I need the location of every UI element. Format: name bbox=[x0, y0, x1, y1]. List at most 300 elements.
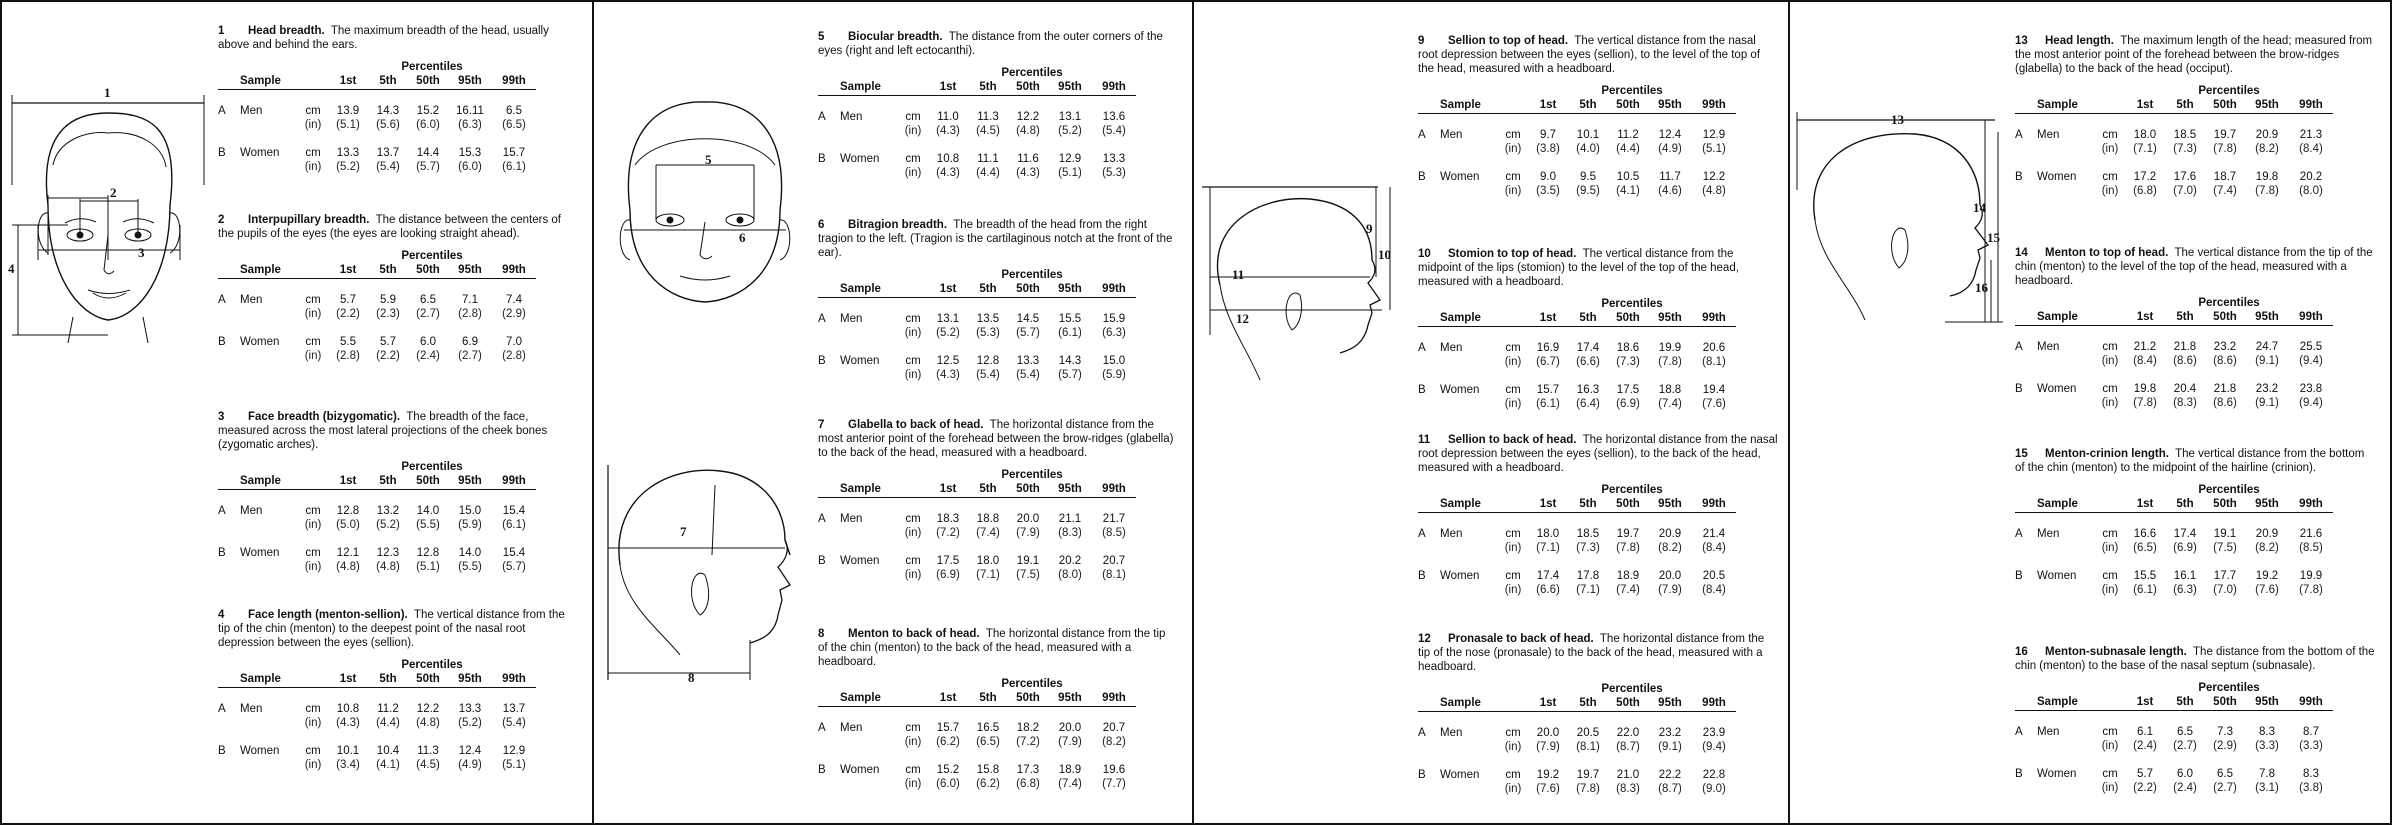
entry-title: Menton to top of head. bbox=[2045, 247, 2169, 259]
value-in: (8.6) bbox=[2173, 355, 2197, 368]
p1-header: 1st bbox=[328, 263, 368, 279]
p95-header: 95th bbox=[1048, 691, 1092, 707]
p1-header: 1st bbox=[328, 672, 368, 688]
p1-header: 1st bbox=[2125, 98, 2165, 114]
value-cm: 11.2 bbox=[1617, 129, 1639, 142]
value-in: (4.8) bbox=[1016, 125, 1040, 138]
percentiles-heading: Percentiles bbox=[1601, 298, 1663, 311]
row-sample: Women bbox=[840, 555, 880, 568]
illustration-label: 14 bbox=[1973, 200, 1986, 215]
value-cm: 25.5 bbox=[2299, 341, 2323, 354]
value-in: (4.0) bbox=[1576, 143, 1600, 156]
entry-number: 13 bbox=[2015, 35, 2028, 47]
percentile-table bbox=[218, 249, 536, 363]
table-row bbox=[1418, 740, 1736, 754]
entry-description bbox=[2015, 246, 2375, 288]
row-sample: Women bbox=[240, 547, 280, 560]
value-cm: 5.7 bbox=[340, 294, 356, 307]
value-in: (4.1) bbox=[376, 759, 400, 772]
p50-header: 50th bbox=[408, 474, 448, 490]
p50-header: 50th bbox=[1608, 696, 1648, 712]
value-cm: 17.6 bbox=[2173, 171, 2197, 184]
unit-in: (in) bbox=[304, 717, 322, 730]
value-in: (9.4) bbox=[1702, 741, 1726, 754]
value-in: (8.2) bbox=[2255, 542, 2279, 555]
value-cm: 19.1 bbox=[2213, 528, 2237, 541]
p5-header: 5th bbox=[1568, 696, 1608, 712]
unit-cm: cm bbox=[905, 313, 921, 326]
table-row bbox=[218, 758, 536, 772]
value-cm: 7.1 bbox=[462, 294, 478, 307]
value-in: (8.2) bbox=[1102, 736, 1126, 749]
percentile-table bbox=[818, 468, 1136, 582]
table-row bbox=[2015, 739, 2333, 753]
value-in: (4.8) bbox=[1702, 185, 1726, 198]
value-cm: 20.0 bbox=[1536, 727, 1560, 740]
value-cm: 18.9 bbox=[1058, 764, 1082, 777]
value-in: (5.3) bbox=[1102, 167, 1126, 180]
row-sample: Men bbox=[1440, 342, 1463, 355]
entry-text: The maximum length of the head; measured from the most anterior point of the forehead between the brow-ridges (glabella) to the back of the head (occiput). bbox=[2015, 35, 2373, 76]
row-letter: B bbox=[218, 336, 226, 349]
value-cm: 14.3 bbox=[1058, 355, 1082, 368]
value-in: (3.1) bbox=[2255, 782, 2279, 795]
row-letter: B bbox=[1418, 769, 1426, 782]
value-in: (7.8) bbox=[2299, 584, 2323, 597]
value-cm: 9.0 bbox=[1540, 171, 1556, 184]
value-in: (2.9) bbox=[2213, 740, 2237, 753]
entry-number: 15 bbox=[2015, 448, 2028, 460]
table-row bbox=[1418, 583, 1736, 597]
entry-description bbox=[2015, 447, 2375, 475]
percentile-table bbox=[218, 460, 536, 574]
p1-header: 1st bbox=[2125, 310, 2165, 326]
table-row bbox=[818, 124, 1136, 138]
p99-header: 99th bbox=[492, 672, 536, 688]
value-in: (5.4) bbox=[502, 717, 526, 730]
unit-in: (in) bbox=[2101, 143, 2119, 156]
value-cm: 13.7 bbox=[502, 703, 526, 716]
value-cm: 11.2 bbox=[377, 703, 399, 716]
value-in: (2.7) bbox=[2213, 782, 2237, 795]
measurement-entry bbox=[2015, 447, 2375, 597]
value-in: (5.5) bbox=[458, 561, 482, 574]
table-row bbox=[218, 321, 536, 349]
value-in: (6.0) bbox=[936, 778, 960, 791]
value-cm: 14.0 bbox=[458, 547, 482, 560]
value-in: (8.4) bbox=[1702, 542, 1726, 555]
table-row bbox=[218, 90, 536, 119]
entry-description bbox=[2015, 34, 2375, 76]
value-in: (9.4) bbox=[2299, 397, 2323, 410]
value-cm: 15.5 bbox=[2133, 570, 2157, 583]
value-in: (6.5) bbox=[2133, 542, 2157, 555]
row-letter: B bbox=[218, 547, 226, 560]
value-cm: 15.5 bbox=[1058, 313, 1082, 326]
sample-header: Sample bbox=[2037, 497, 2095, 513]
unit-in: (in) bbox=[304, 161, 322, 174]
value-in: (4.3) bbox=[336, 717, 360, 730]
table-row bbox=[818, 166, 1136, 180]
value-cm: 20.0 bbox=[1658, 570, 1682, 583]
value-in: (8.7) bbox=[1616, 741, 1640, 754]
value-cm: 8.3 bbox=[2259, 726, 2275, 739]
value-in: (7.4) bbox=[1058, 778, 1082, 791]
row-letter: A bbox=[2015, 726, 2023, 739]
value-in: (8.4) bbox=[2299, 143, 2323, 156]
p95-header: 95th bbox=[1648, 98, 1692, 114]
value-cm: 20.9 bbox=[2255, 129, 2279, 142]
unit-in: (in) bbox=[304, 119, 322, 132]
row-sample: Men bbox=[240, 294, 263, 307]
unit-in: (in) bbox=[1504, 356, 1522, 369]
unit-in: (in) bbox=[904, 778, 922, 791]
value-cm: 5.9 bbox=[380, 294, 396, 307]
entry-title: Head breadth. bbox=[248, 25, 325, 37]
value-cm: 12.2 bbox=[1702, 171, 1726, 184]
p99-header: 99th bbox=[1092, 282, 1136, 298]
unit-cm: cm bbox=[1505, 384, 1521, 397]
value-in: (7.6) bbox=[2255, 584, 2279, 597]
value-cm: 6.0 bbox=[2177, 768, 2193, 781]
value-in: (5.7) bbox=[416, 161, 440, 174]
measurement-entry bbox=[218, 24, 578, 174]
value-cm: 19.7 bbox=[1616, 528, 1640, 541]
measurement-entry bbox=[1418, 34, 1778, 198]
value-cm: 20.9 bbox=[1658, 528, 1682, 541]
p95-header: 95th bbox=[2245, 695, 2289, 711]
p99-header: 99th bbox=[2289, 98, 2333, 114]
row-sample: Women bbox=[840, 355, 880, 368]
value-cm: 19.7 bbox=[2213, 129, 2237, 142]
value-in: (7.3) bbox=[1576, 542, 1600, 555]
entry-title: Sellion to top of head. bbox=[1448, 35, 1569, 47]
value-cm: 20.0 bbox=[1016, 513, 1040, 526]
percentiles-heading: Percentiles bbox=[401, 461, 463, 474]
value-cm: 10.5 bbox=[1616, 171, 1640, 184]
value-in: (6.9) bbox=[936, 569, 960, 582]
row-sample: Women bbox=[240, 147, 280, 160]
value-in: (5.7) bbox=[502, 561, 526, 574]
value-cm: 19.8 bbox=[2133, 383, 2157, 396]
value-in: (5.1) bbox=[336, 119, 360, 132]
percentile-table bbox=[1418, 84, 1736, 198]
value-cm: 11.1 bbox=[977, 153, 999, 166]
entry-description bbox=[818, 218, 1178, 260]
p95-header: 95th bbox=[2245, 310, 2289, 326]
value-in: (5.3) bbox=[976, 327, 1000, 340]
value-cm: 21.0 bbox=[1616, 769, 1640, 782]
value-cm: 20.2 bbox=[1058, 555, 1082, 568]
value-in: (2.2) bbox=[336, 308, 360, 321]
entry-title: Interpupillary breadth. bbox=[248, 214, 370, 226]
percentile-table bbox=[1418, 483, 1736, 597]
measurement-entry bbox=[818, 30, 1178, 180]
value-in: (8.5) bbox=[1102, 527, 1126, 540]
value-in: (5.2) bbox=[336, 161, 360, 174]
value-in: (8.1) bbox=[1102, 569, 1126, 582]
entry-title: Menton to back of head. bbox=[848, 628, 980, 640]
value-in: (4.8) bbox=[416, 717, 440, 730]
unit-cm: cm bbox=[905, 722, 921, 735]
p95-header: 95th bbox=[2245, 98, 2289, 114]
value-in: (2.3) bbox=[376, 308, 400, 321]
unit-cm: cm bbox=[1505, 342, 1521, 355]
table-row bbox=[1418, 513, 1736, 542]
value-in: (9.0) bbox=[1702, 783, 1726, 796]
value-in: (8.0) bbox=[2299, 185, 2323, 198]
value-in: (6.2) bbox=[936, 736, 960, 749]
value-in: (7.7) bbox=[1102, 778, 1126, 791]
value-in: (6.8) bbox=[2133, 185, 2157, 198]
unit-in: (in) bbox=[904, 369, 922, 382]
unit-cm: cm bbox=[1505, 129, 1521, 142]
entry-title: Stomion to top of head. bbox=[1448, 248, 1577, 260]
p1-header: 1st bbox=[328, 474, 368, 490]
p5-header: 5th bbox=[2165, 695, 2205, 711]
value-in: (7.9) bbox=[1536, 741, 1560, 754]
value-in: (8.3) bbox=[1058, 527, 1082, 540]
value-in: (2.8) bbox=[458, 308, 482, 321]
measurement-entry bbox=[218, 410, 578, 574]
table-row bbox=[1418, 156, 1736, 184]
value-in: (6.8) bbox=[1016, 778, 1040, 791]
value-cm: 12.9 bbox=[1058, 153, 1082, 166]
entry-number: 2 bbox=[218, 214, 225, 226]
value-in: (3.8) bbox=[1536, 143, 1560, 156]
sample-header: Sample bbox=[1440, 696, 1498, 712]
value-cm: 8.3 bbox=[2303, 768, 2319, 781]
value-in: (6.1) bbox=[1536, 398, 1560, 411]
value-cm: 21.1 bbox=[1058, 513, 1082, 526]
illustration-label: 2 bbox=[110, 185, 117, 200]
value-cm: 15.2 bbox=[416, 105, 440, 118]
p5-header: 5th bbox=[1568, 497, 1608, 513]
sample-header: Sample bbox=[1440, 311, 1498, 327]
entry-title: Face length (menton-sellion). bbox=[248, 609, 408, 621]
value-cm: 20.0 bbox=[1058, 722, 1082, 735]
value-in: (8.2) bbox=[2255, 143, 2279, 156]
illustration-label: 11 bbox=[1232, 267, 1245, 282]
value-cm: 23.9 bbox=[1702, 727, 1726, 740]
value-in: (5.0) bbox=[336, 519, 360, 532]
unit-cm: cm bbox=[2102, 383, 2118, 396]
value-in: (8.7) bbox=[1658, 783, 1682, 796]
entry-number: 1 bbox=[218, 25, 225, 37]
unit-cm: cm bbox=[305, 703, 321, 716]
value-cm: 17.5 bbox=[936, 555, 960, 568]
p95-header: 95th bbox=[1048, 282, 1092, 298]
entry-title: Head length. bbox=[2045, 35, 2115, 47]
row-letter: A bbox=[218, 505, 226, 518]
value-in: (4.4) bbox=[976, 167, 1000, 180]
value-cm: 13.3 bbox=[458, 703, 482, 716]
percentiles-heading: Percentiles bbox=[2198, 297, 2260, 310]
p95-header: 95th bbox=[448, 474, 492, 490]
unit-cm: cm bbox=[905, 513, 921, 526]
illustration-label: 15 bbox=[1987, 230, 2000, 245]
value-in: (5.6) bbox=[376, 119, 400, 132]
value-cm: 18.5 bbox=[1576, 528, 1600, 541]
table-row bbox=[818, 298, 1136, 327]
value-in: (7.5) bbox=[1016, 569, 1040, 582]
row-letter: A bbox=[818, 722, 826, 735]
entry-text: The horizontal distance from the tip of the nose (pronasale) to the back of the head, measured with a headboard. bbox=[1418, 633, 1765, 674]
value-cm: 19.7 bbox=[1576, 769, 1600, 782]
value-cm: 14.3 bbox=[376, 105, 400, 118]
value-in: (7.1) bbox=[2133, 143, 2157, 156]
value-in: (6.5) bbox=[502, 119, 526, 132]
value-in: (3.4) bbox=[336, 759, 360, 772]
value-in: (7.1) bbox=[1576, 584, 1600, 597]
unit-in: (in) bbox=[304, 519, 322, 532]
value-in: (2.2) bbox=[376, 350, 400, 363]
value-cm: 13.3 bbox=[1016, 355, 1040, 368]
entry-number: 8 bbox=[818, 628, 825, 640]
value-cm: 18.5 bbox=[2173, 129, 2197, 142]
p5-header: 5th bbox=[968, 482, 1008, 498]
table-row bbox=[218, 730, 536, 758]
table-row bbox=[218, 118, 536, 132]
value-cm: 12.8 bbox=[976, 355, 1000, 368]
percentile-table bbox=[1418, 682, 1736, 796]
table-row bbox=[2015, 368, 2333, 396]
p50-header: 50th bbox=[1608, 311, 1648, 327]
table-row bbox=[218, 279, 536, 308]
sample-header: Sample bbox=[240, 263, 298, 279]
value-cm: 19.2 bbox=[1536, 769, 1560, 782]
value-cm: 14.5 bbox=[1016, 313, 1040, 326]
unit-in: (in) bbox=[2101, 584, 2119, 597]
entry-description bbox=[218, 24, 578, 52]
sample-header: Sample bbox=[2037, 98, 2095, 114]
value-cm: 17.3 bbox=[1016, 764, 1040, 777]
p1-header: 1st bbox=[328, 74, 368, 90]
illustration-label: 6 bbox=[739, 230, 746, 245]
unit-cm: cm bbox=[2102, 171, 2118, 184]
p99-header: 99th bbox=[1692, 311, 1736, 327]
row-sample: Men bbox=[840, 722, 863, 735]
profile-illustration-p4 bbox=[1795, 110, 2005, 330]
value-cm: 10.4 bbox=[376, 745, 400, 758]
entry-number: 11 bbox=[1418, 434, 1431, 446]
sample-header: Sample bbox=[240, 74, 298, 90]
value-in: (4.9) bbox=[458, 759, 482, 772]
value-cm: 12.1 bbox=[336, 547, 360, 560]
value-in: (8.5) bbox=[2299, 542, 2323, 555]
percentiles-heading: Percentiles bbox=[1001, 469, 1063, 482]
unit-cm: cm bbox=[905, 764, 921, 777]
table-row bbox=[218, 716, 536, 730]
value-cm: 13.2 bbox=[376, 505, 400, 518]
unit-in: (in) bbox=[1504, 143, 1522, 156]
entry-text: The distance from the outer corners of the eyes (right and left ectocanthi). bbox=[818, 31, 1163, 58]
value-cm: 11.6 bbox=[1017, 153, 1039, 166]
unit-cm: cm bbox=[905, 355, 921, 368]
value-cm: 17.4 bbox=[1576, 342, 1600, 355]
percentile-table bbox=[818, 268, 1136, 382]
value-cm: 13.1 bbox=[936, 313, 960, 326]
p5-header: 5th bbox=[368, 74, 408, 90]
value-cm: 19.9 bbox=[2299, 570, 2323, 583]
table-row bbox=[1418, 184, 1736, 198]
p5-header: 5th bbox=[968, 80, 1008, 96]
sample-header: Sample bbox=[1440, 98, 1498, 114]
value-cm: 5.7 bbox=[2137, 768, 2153, 781]
measurement-entry bbox=[818, 418, 1178, 582]
value-in: (5.2) bbox=[1058, 125, 1082, 138]
value-in: (2.7) bbox=[2173, 740, 2197, 753]
value-in: (7.1) bbox=[976, 569, 1000, 582]
value-in: (3.8) bbox=[2299, 782, 2323, 795]
sample-header: Sample bbox=[840, 482, 898, 498]
value-in: (5.1) bbox=[416, 561, 440, 574]
table-row bbox=[218, 349, 536, 363]
table-row bbox=[2015, 114, 2333, 143]
table-row bbox=[818, 777, 1136, 791]
table-row bbox=[1418, 355, 1736, 369]
value-in: (7.4) bbox=[2213, 185, 2237, 198]
value-in: (7.3) bbox=[1616, 356, 1640, 369]
row-letter: B bbox=[218, 147, 226, 160]
unit-cm: cm bbox=[305, 147, 321, 160]
p50-header: 50th bbox=[2205, 98, 2245, 114]
table-row bbox=[2015, 326, 2333, 355]
unit-in: (in) bbox=[1504, 185, 1522, 198]
table-row bbox=[218, 132, 536, 160]
row-letter: B bbox=[2015, 383, 2023, 396]
row-sample: Men bbox=[2037, 528, 2060, 541]
row-letter: B bbox=[818, 355, 826, 368]
value-cm: 20.5 bbox=[1576, 727, 1600, 740]
p95-header: 95th bbox=[1048, 80, 1092, 96]
row-sample: Men bbox=[1440, 727, 1463, 740]
measurement-entry bbox=[1418, 433, 1778, 597]
value-in: (5.1) bbox=[1702, 143, 1726, 156]
unit-in: (in) bbox=[2101, 355, 2119, 368]
entry-description bbox=[818, 627, 1178, 669]
value-cm: 17.5 bbox=[1616, 384, 1640, 397]
value-cm: 13.3 bbox=[336, 147, 360, 160]
value-in: (7.6) bbox=[1702, 398, 1726, 411]
unit-in: (in) bbox=[1504, 584, 1522, 597]
table-row bbox=[1418, 541, 1736, 555]
table-row bbox=[818, 735, 1136, 749]
p99-header: 99th bbox=[1692, 98, 1736, 114]
value-cm: 17.8 bbox=[1576, 570, 1600, 583]
percentiles-heading: Percentiles bbox=[401, 659, 463, 672]
value-cm: 12.8 bbox=[336, 505, 360, 518]
value-in: (5.4) bbox=[376, 161, 400, 174]
value-cm: 7.4 bbox=[506, 294, 522, 307]
p5-header: 5th bbox=[368, 474, 408, 490]
row-letter: A bbox=[1418, 342, 1426, 355]
p5-header: 5th bbox=[368, 263, 408, 279]
sample-header: Sample bbox=[1440, 497, 1498, 513]
value-cm: 15.3 bbox=[458, 147, 482, 160]
p99-header: 99th bbox=[2289, 695, 2333, 711]
table-row bbox=[1418, 555, 1736, 583]
value-in: (2.2) bbox=[2133, 782, 2157, 795]
value-in: (2.7) bbox=[458, 350, 482, 363]
p1-header: 1st bbox=[928, 691, 968, 707]
unit-cm: cm bbox=[305, 336, 321, 349]
value-in: (6.7) bbox=[1536, 356, 1560, 369]
value-in: (8.2) bbox=[1658, 542, 1682, 555]
percentiles-heading: Percentiles bbox=[2198, 484, 2260, 497]
value-cm: 21.8 bbox=[2213, 383, 2237, 396]
percentiles-heading: Percentiles bbox=[1601, 85, 1663, 98]
